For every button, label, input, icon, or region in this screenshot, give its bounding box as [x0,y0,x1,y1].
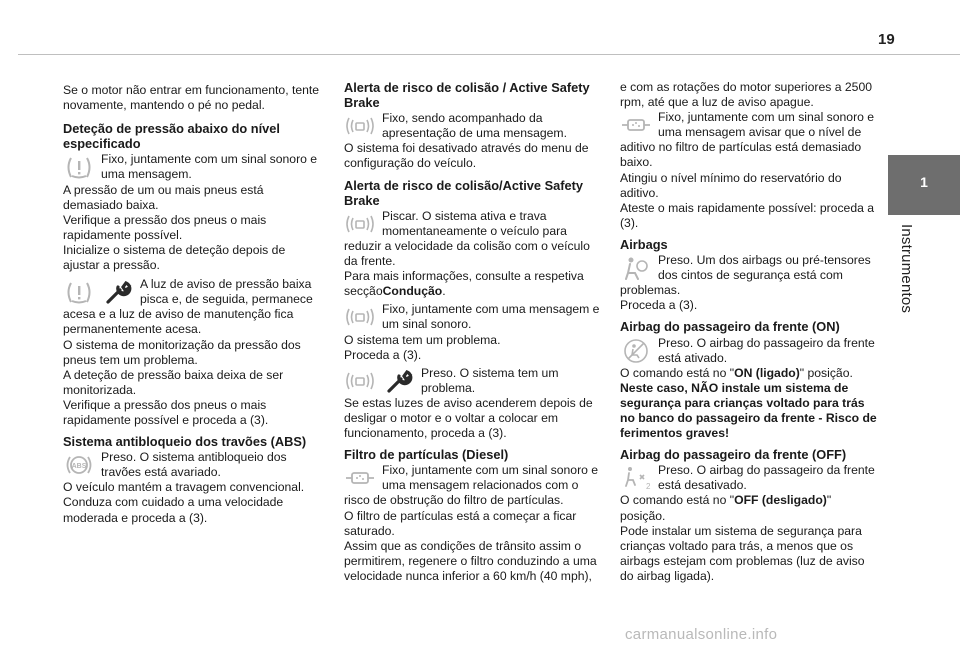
airbag-off-state: OFF (desligado) [734,493,827,508]
dpf-line: Atingiu o nível mínimo do reservatório do aditivo. [620,170,842,200]
particle-filter-icon [620,112,652,138]
airbag-off-cmd-text: O comando está no " [620,493,735,508]
airbag-on-desc: Preso. O airbag do passageiro da frente está ativado. [658,335,875,365]
abs-heading: Sistema antibloqueio dos travões (ABS) [63,434,307,450]
dpf-desc-2: Fixo, juntamente com um sinal sonoro e uma mensagem avisar que o nível de aditivo no filtro de partículas está demasiado baixo. [620,110,875,170]
tpms-block-1 [63,152,320,182]
airbag-on-cmd-end: " posição. [799,365,853,380]
collision-block-1 [344,111,601,141]
intro-text: Se o motor não entrar em funcionamento, tente novamente, mantendo o pé no pedal. [63,83,320,113]
dpf-continued: e com as rotações do motor superiores a 2500 rpm, até que a luz de aviso apague. [620,80,873,110]
dpf-block [344,463,601,508]
dpf-line: Ateste o mais rapidamente possível: proceda a (3). [620,200,875,230]
tpms-desc-1: Fixo, juntamente com um sinal sonoro e uma mensagem. [101,152,318,182]
abs-desc: Preso. O sistema antibloqueio dos travões está avariado. [101,450,287,480]
collision-block-4 [344,366,601,396]
airbag-off-block [620,463,877,493]
header-rule [18,54,960,55]
footer-watermark: carmanualsonline.info [625,626,778,643]
column-3 [620,80,877,584]
passenger-airbag-on-icon [620,338,652,364]
airbag-on-cmd-text: O comando está no " [620,365,735,380]
airbags-heading: Airbags [620,236,668,252]
dpf-line: O filtro de partículas está a começar a ficar saturado. [344,508,577,538]
collision-line: O sistema tem um problema. [344,332,501,347]
section-link[interactable]: Condução [382,284,443,299]
tpms-line: A pressão de um ou mais pneus está demasiado baixa. [63,182,264,212]
column-1 [63,83,320,526]
collision-warning-icon [344,211,376,237]
collision-warning-icon [344,113,376,139]
airbag-off-cmd-end: " posição. [620,493,832,523]
airbag-off-line: Pode instalar um sistema de segurança para crianças voltado para trás, a menos que os airbags estejam com problemas (luz de aviso do airbag ligada). [620,523,865,583]
collision-desc-2: Piscar. O sistema ativa e trava momentaneamente o veículo para reduzir a velocidade da colisão com o veículo da frente. [344,208,590,269]
airbag-on-block [620,336,877,366]
airbags-desc: Preso. Um dos airbags ou pré-tensores dos cintos de segurança está com problemas. [620,253,871,298]
tpms-desc-2: A luz de aviso de pressão baixa pisca e, de seguida, permanece acesa e a luz de aviso de manutenção fica permanentemente acesa. [63,277,313,337]
airbag-off-command [620,493,877,523]
chapter-label: Instrumentos [898,224,915,314]
airbag-on-warning: Neste caso, NÃO instale um sistema de segurança para crianças voltado para trás no banco do passageiro da frente - Risco de ferimentos graves! [620,380,877,441]
collision-more-end: . [442,284,446,299]
collision-desc-4: Preso. O sistema tem um problema. [421,365,559,395]
collision-more [344,269,601,299]
abs-line: O veículo mantém a travagem convencional. [63,480,305,495]
particle-filter-icon [344,465,376,491]
abs-warning-icon [63,452,95,478]
airbag-on-heading: Airbag do passageiro da frente (ON) [620,319,840,335]
svg-text:ABS: ABS [71,463,87,471]
airbag-on-state: ON (ligado) [734,365,800,380]
collision-warning-icon [344,304,376,330]
airbags-block [620,253,877,298]
service-wrench-icon [383,368,415,394]
collision-line: O sistema foi desativado através do menu de configuração do veículo. [344,141,589,171]
tpms-line: Inicialize o sistema de deteção depois de ajustar a pressão. [63,242,286,273]
airbag-on-command [620,366,877,381]
tire-pressure-warning-icon [63,279,95,305]
tpms-heading: Deteção de pressão abaixo do nível especificado [63,121,280,152]
tpms-line: A deteção de pressão baixa deixa de ser monitorizada. [63,367,284,397]
abs-line: Conduza com cuidado a uma velocidade moderada e proceda a (3). [63,495,284,525]
tpms-line: Verifique a pressão dos pneus o mais rapidamente possível e proceda a (3). [63,397,269,427]
collision-heading-1: Alerta de risco de colisão / Active Safety Brake [344,80,590,111]
service-wrench-icon [102,279,134,305]
chapter-number: 1 [920,174,928,190]
svg-text:2: 2 [646,482,651,492]
dpf-desc: Fixo, juntamente com um sinal sonoro e uma mensagem relacionados com o risco de obstrução do filtro de partículas. [344,463,599,508]
airbag-warning-icon [620,255,652,281]
collision-heading-2: Alerta de risco de colisão/Active Safety Brake [344,177,583,208]
tpms-line: O sistema de monitorização da pressão dos pneus tem um problema. [63,337,301,367]
dpf-block-2 [620,110,877,170]
tire-pressure-warning-icon [63,154,95,180]
collision-line: Proceda a (3). [344,347,422,362]
column-2 [344,80,601,584]
airbag-off-desc: Preso. O airbag do passageiro da frente está desativado. [658,463,875,493]
chapter-tab[interactable] [888,155,960,215]
airbags-line: Proceda a (3). [620,298,698,313]
page-number: 19 [878,31,895,48]
collision-line: Se estas luzes de aviso acenderem depois de desligar o motor e o voltar a colocar em funcionamento, proceda a (3). [344,395,593,441]
collision-block-3 [344,302,601,332]
abs-block [63,450,320,480]
airbag-off-heading: Airbag do passageiro da frente (OFF) [620,447,847,463]
collision-desc-1: Fixo, sendo acompanhado da apresentação de uma mensagem. [382,111,567,141]
collision-more-text: Para mais informações, consulte a respetiva secção [344,269,584,299]
collision-desc-3: Fixo, juntamente com uma mensagem e um sinal sonoro. [382,302,600,332]
dpf-line: Assim que as condições de trânsito assim o permitirem, regenere o filtro conduzindo a uma velocidade nunca inferior a 60 km/h (40 mph), [344,538,597,583]
dpf-heading: Filtro de partículas (Diesel) [344,447,509,463]
collision-block-2 [344,209,601,269]
collision-warning-icon [344,368,376,394]
passenger-airbag-off-icon [620,465,652,491]
tpms-block-2 [63,277,320,337]
tpms-line: Verifique a pressão dos pneus o mais rapidamente possível. [63,212,267,242]
